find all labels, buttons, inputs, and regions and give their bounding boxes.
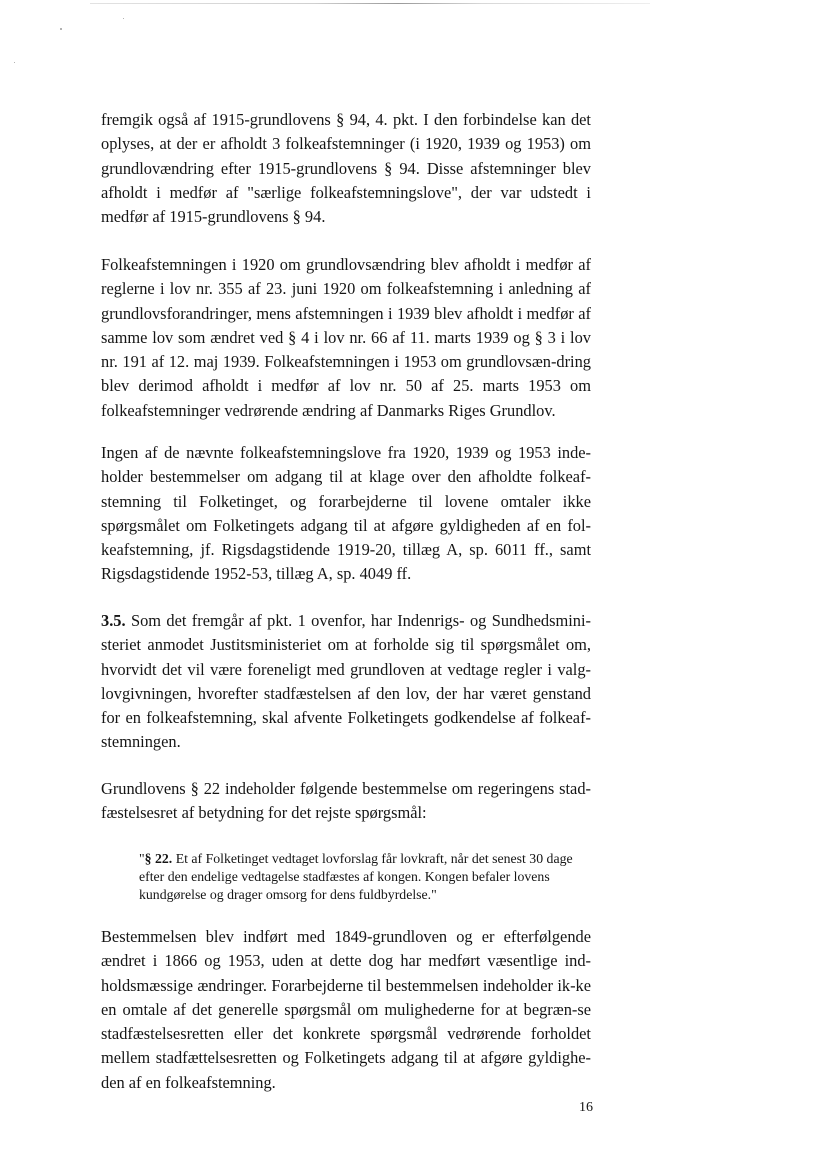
paragraph-2: Folkeafstemningen i 1920 om grundlovsændring blev afholdt i medfør af reglerne i lov nr. 355 af 23. juni 1920 om folkeafstemning i anledning af grundlovsforandringer, mens afstemningen i 1939 blev afholdt i medfør af samme lov som ændret ved § 4 i lov nr. 66 af 11. marts 1939 og § 3 i lov nr. 191 af 12. maj 1939. Folkeafstemningen i 1953 om grundlovsæn-dring blev derimod afholdt i medfør af lov nr. 50 af 25. marts 1953 om folkeafstemninger vedrørende ændring af Danmarks Riges Grundlov.	[101, 255, 591, 420]
quote-open-mark: "	[139, 851, 145, 866]
page-number: 16	[579, 1100, 593, 1115]
paragraph-3: Ingen af de nævnte folkeafstemningslove fra 1920, 1939 og 1953 inde-holder bestemmelser om adgang til at klage over den afholdte folkeaf-stemning til Folketinget, og forarbejderne til lovene omtaler ikke spørgsmålet om Folketingets adgang til at afgøre gyldigheden af en fol-keafstemning, jf. Rigsdagstidende 1919-20, tillæg A, sp. 6011 ff., samt Rigsdagstidende 1952-53, tillæg A, sp. 4049 ff.	[101, 443, 591, 584]
quote-section-label: § 22.	[144, 851, 173, 866]
section-number: 3.5.	[101, 611, 126, 630]
paragraph-1: fremgik også af 1915-grundlovens § 94, 4. pkt. I den forbindelse kan det oplyses, at der er afholdt 3 folkeafstemninger (i 1920, 1939 og 1953) om grundlovændring efter 1915-grundlovens § 94. Disse afstemninger blev afholdt i medfør af "særlige folkeafstemningslove", der var udstedt i medfør af 1915-grundlovens § 94.	[101, 110, 591, 227]
final-paragraph: Bestemmelsen blev indført med 1849-grundloven og er efterfølgende ændret i 1866 og 1953, uden at dette dog har medført væsentlige ind-holdsmæssige ændringer. Forarbejderne til bestemmelsen indeholder ik-ke en omtale af det generelle spørgsmål om mulighederne for at begræn-se stadfæstelsesretten eller det konkrete spørgsmål vedrørende forholdet mellem stadfættelsesretten og Folketingets adgang til at afgøre gyldighe-den af en folkeafstemning.	[101, 927, 591, 1092]
paragraph-section-3-5	[101, 609, 591, 755]
quote-text: Et af Folketinget vedtaget lovforslag får lovkraft, når det senest 30 dage efter den endelige vedtagelse stadfæstes af kongen. Kongen befaler lovens kundgørelse og drager omsorg for dens fuldbyrdelse."	[139, 851, 573, 902]
quoted-provision	[139, 850, 596, 904]
paragraph-5: Grundlovens § 22 indeholder følgende bestemmelse om regeringens stad-fæstelsesret af betydning for det rejste spørgsmål:	[101, 779, 591, 823]
scan-speck	[60, 28, 62, 30]
scan-artifact-line	[90, 3, 650, 4]
scan-speck	[123, 18, 124, 19]
scan-speck	[14, 62, 15, 63]
section-text: Som det fremgår af pkt. 1 ovenfor, har Indenrigs- og Sundhedsmini-steriet anmodet Justitsministeriet om at forholde sig til spørgsmålet om, hvorvidt det vil være foreneligt med grundloven at vedtage regler i valg-lovgivningen, hvorefter stadfæstelsen af den lov, der har været genstand for en folkeafstemning, skal afvente Folketingets godkendelse af folkeaf-stemningen.	[101, 611, 591, 752]
